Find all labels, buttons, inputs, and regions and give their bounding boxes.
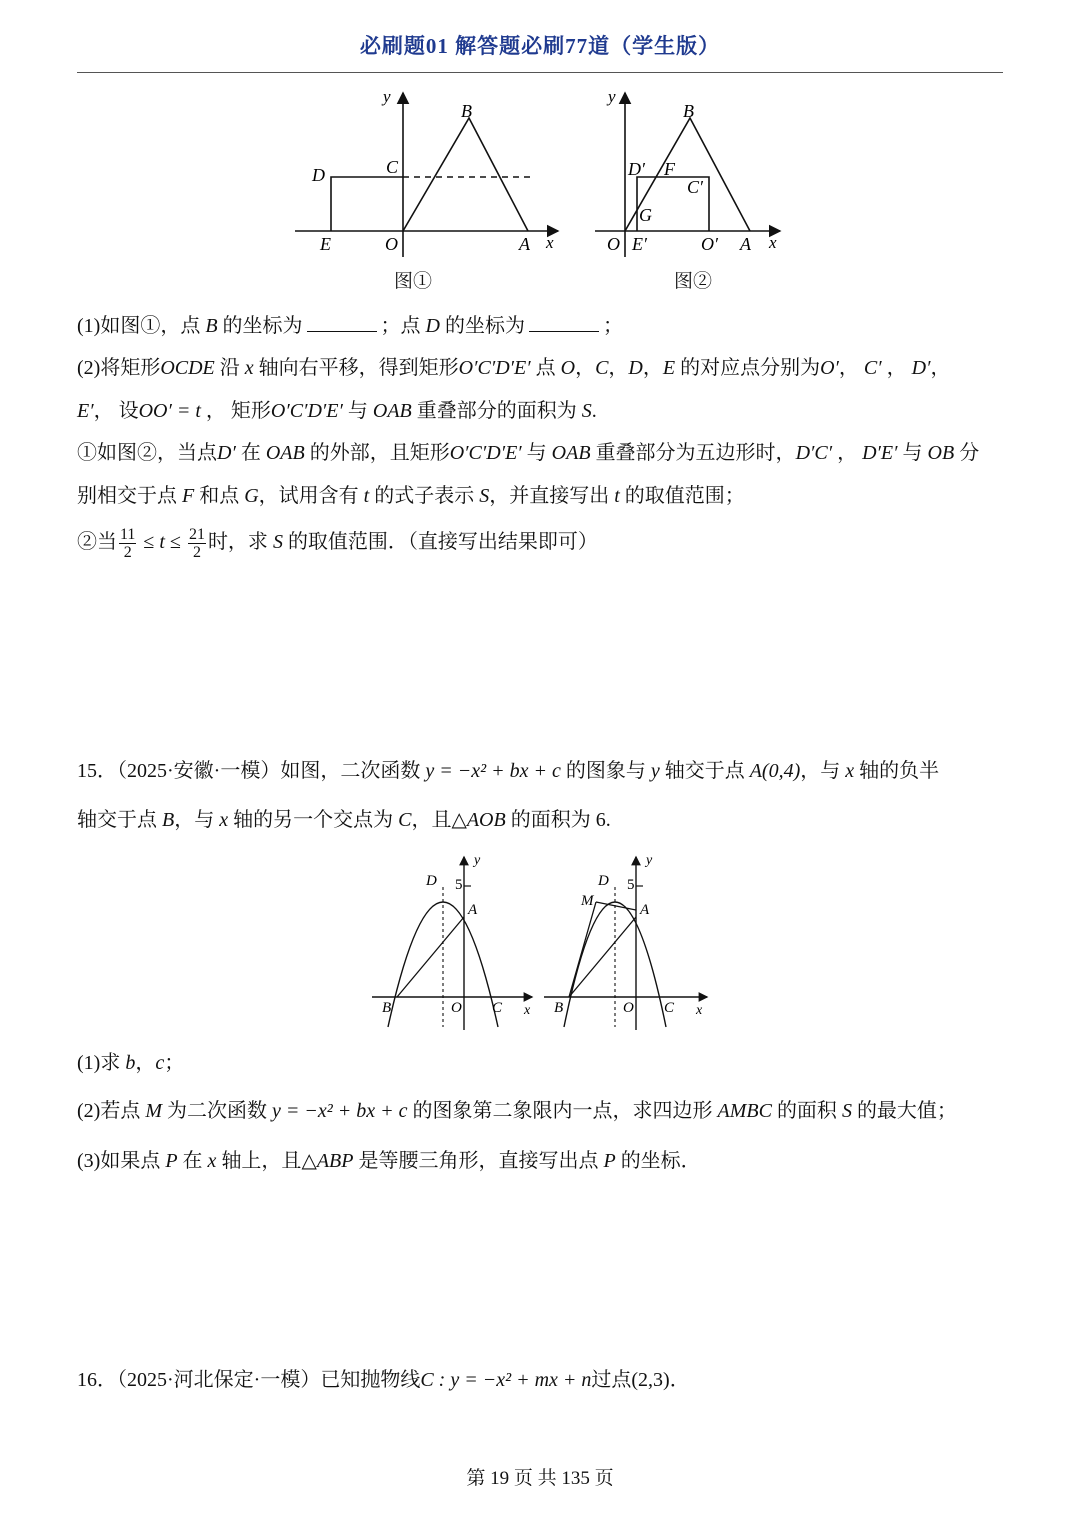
figure-2	[592, 85, 792, 260]
label-5: 5	[455, 877, 463, 893]
rectangle-ocde	[331, 177, 403, 231]
label-x: x	[696, 1003, 703, 1018]
label-e: E	[320, 234, 331, 254]
label-y: y	[646, 853, 653, 868]
label-d: D	[426, 873, 437, 889]
label-x: x	[524, 1003, 531, 1018]
label-x: x	[546, 233, 554, 252]
q14-part-4: ②当 $\frac{11}{2}$ ≤ t ≤ $\frac{21}{2}$ 时，求 S 的取值范围．（直接写出结果即可）	[77, 525, 598, 561]
label-o: O	[607, 234, 620, 254]
q15-part-1: (1)求 b，c；	[77, 1052, 185, 1074]
label-c-prime: C′	[687, 177, 703, 197]
label-b: B	[382, 1000, 392, 1016]
label-o: O	[623, 1000, 634, 1016]
fraction-eleven-halves: $\frac{11}{2}$	[120, 525, 136, 561]
answer-blank[interactable]	[307, 313, 377, 332]
figure-1-caption: 图①	[394, 271, 433, 292]
label-x: x	[769, 233, 777, 252]
label-o: O	[451, 1000, 462, 1016]
triangle-oab	[403, 118, 528, 231]
q14-part-3-line-1: ①如图②，当点D′ 在 OAB 的外部，且矩形O′C′D′E′ 与 OAB 重叠部分为五边形时，D′C′ ， D′E′ 与 OB 分	[77, 442, 980, 464]
label-d-prime: D′	[628, 159, 645, 179]
label-5: 5	[627, 877, 635, 893]
label-e-prime: E′	[632, 234, 647, 254]
label-c: C	[386, 157, 399, 177]
page-header-title: 必刷题01 解答题必刷77道（学生版）	[359, 34, 721, 58]
page-footer: 第 19 页 共 135 页	[466, 1468, 614, 1489]
header-rule	[77, 72, 1003, 73]
line-bm	[569, 902, 596, 997]
label-m: M	[581, 893, 594, 909]
q15-stem-line-2: 轴交于点 B，与 x 轴的另一个交点为 C，且△AOB 的面积为 6.	[77, 809, 611, 831]
q14-part-3-line-2: 别相交于点 F 和点 G，试用含有 t 的式子表示 S，并直接写出 t 的取值范围；	[77, 485, 745, 507]
label-a: A	[519, 234, 530, 254]
label-a: A	[468, 902, 478, 918]
q14-part-1: (1)如图①，点 B 的坐标为 ；点 D 的坐标为 ；	[77, 315, 623, 337]
label-d: D	[598, 873, 609, 889]
label-c: C	[492, 1000, 503, 1016]
label-c: C	[664, 1000, 675, 1016]
q15-part-2: (2)若点 M 为二次函数 y = −x² + bx + c 的图象第二象限内一点，求四边形 AMBC 的面积 S 的最大值；	[77, 1100, 957, 1122]
label-d: D	[312, 165, 325, 185]
q14-part-2-line-1: (2)将矩形OCDE 沿 x 轴向右平移，得到矩形O′C′D′E′ 点 O，C，D，E 的对应点分别为O′， C′ ， D′，	[77, 357, 951, 379]
q14-part-2-line-2: E′， 设OO′ = t ， 矩形O′C′D′E′ 与 OAB 重叠部分的面积为 S.	[77, 400, 597, 422]
figure-1	[290, 85, 570, 260]
label-b: B	[554, 1000, 564, 1016]
label-a: A	[640, 902, 650, 918]
line-ab	[569, 917, 636, 997]
fraction-twentyone-halves: $\frac{21}{2}$	[188, 525, 205, 561]
label-b: B	[461, 101, 472, 121]
label-y: y	[383, 87, 391, 106]
figure-parabola-2	[542, 852, 712, 1032]
figure-parabola-1	[370, 852, 540, 1032]
q15-stem-line-1: 15．（2025·安徽·一模）如图，二次函数 y = −x² + bx + c 的图象与 y 轴交于点 A(0,4)，与 x 轴的负半	[77, 760, 940, 782]
label-y: y	[608, 87, 616, 106]
q15-part-3: (3)如果点 P 在 x 轴上，且△ABP 是等腰三角形，直接写出点 P 的坐标．	[77, 1150, 701, 1172]
figure-2-caption: 图②	[674, 271, 713, 292]
label-g: G	[639, 205, 652, 225]
line-ma	[596, 902, 636, 910]
label-f: F	[664, 159, 675, 179]
label-o: O	[385, 234, 398, 254]
label-o-prime: O′	[701, 234, 718, 254]
answer-blank[interactable]	[529, 313, 599, 332]
q16-stem: 16．（2025·河北保定·一模）已知抛物线C : y = −x² + mx + n过点(2,3)．	[77, 1369, 690, 1391]
label-a: A	[740, 234, 751, 254]
label-y: y	[474, 853, 481, 868]
label-b: B	[683, 101, 694, 121]
